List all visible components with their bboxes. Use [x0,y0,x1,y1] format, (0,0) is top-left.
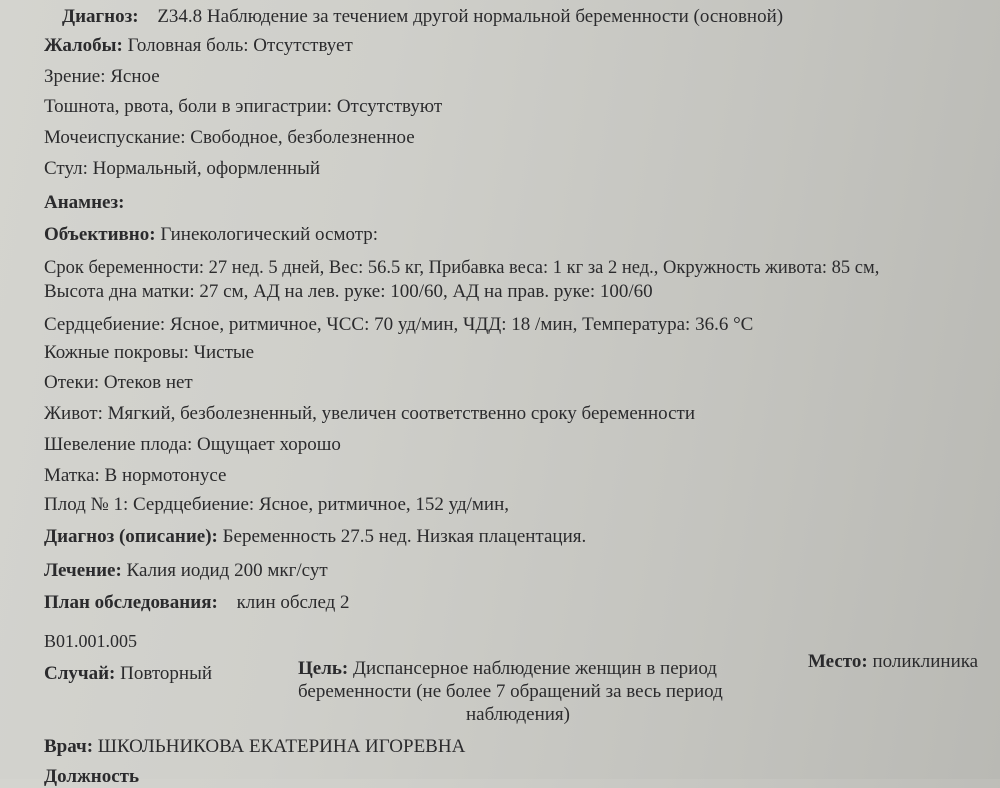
exam-plan-label: План обследования: [44,592,218,613]
diagnosis-text: Наблюдение за течением другой нормальной беременности (основной) [206,6,784,27]
case-label: Случай: [44,663,116,684]
diagnosis-description-line [44,526,586,548]
nausea-line: Тошнота, рвота, боли в эпигастрии: Отсутствуют [44,96,443,117]
objective-label: Объективно: [44,224,156,245]
term-line-2: Высота дна матки: 27 см, АД на лев. руке: 100/60, АД на прав. руке: 100/60 [44,281,653,302]
treatment-text: Калия иодид 200 мкг/сут [126,560,328,581]
diagnosis-label: Диагноз: [62,6,139,27]
place-field [808,651,978,673]
doctor-name: ШКОЛЬНИКОВА ЕКАТЕРИНА ИГОРЕВНА [97,736,466,757]
goal-text-1: Диспансерное наблюдение женщин в период [353,658,717,679]
diagnosis-line [62,6,783,28]
diagnosis-description-text: Беременность 27.5 нед. Низкая плацентация. [222,526,587,547]
goal-line-3: наблюдения) [465,704,570,725]
term-line-1: Срок беременности: 27 нед. 5 дней, Вес: 56.5 кг, Прибавка веса: 1 кг за 2 нед., Окружность живота: 85 см, [44,258,880,278]
urination-line: Мочеиспускание: Свободное, безболезненное [44,127,415,148]
treatment-label: Лечение: [44,560,122,581]
fetal-movement-line: Шевеление плода: Ощущает хорошо [44,434,341,455]
diagnosis-code: Z34.8 [157,6,203,27]
vision-line: Зрение: Ясное [44,66,160,87]
edema-line: Отеки: Отеков нет [44,372,193,393]
heartbeat-line: Сердцебиение: Ясное, ритмичное, ЧСС: 70 уд/мин, ЧДД: 18 /мин, Температура: 36.6 °C [44,314,754,335]
complaints-text: Головная боль: Отсутствует [127,35,353,56]
anamnesis-label: Анамнез: [44,192,125,213]
complaints-line [44,35,353,57]
diagnosis-description-label: Диагноз (описание): [44,526,218,547]
objective-line [44,224,378,246]
doctor-label: Врач: [44,736,94,757]
place-label: Место: [808,651,868,672]
skin-line: Кожные покровы: Чистые [44,342,255,363]
goal-label: Цель: [298,658,349,679]
service-code: B01.001.005 [44,631,138,651]
doctor-field [44,736,465,758]
goal-line-2: беременности (не более 7 обращений за весь период [298,681,723,702]
exam-plan-line [44,592,350,614]
stool-line: Стул: Нормальный, оформленный [44,158,321,179]
treatment-line [44,560,328,582]
case-field [44,663,212,685]
position-label: Должность [44,766,140,787]
uterus-line: Матка: В нормотонусе [44,465,227,486]
goal-field [298,657,738,726]
place-text: поликлиника [872,651,979,672]
abdomen-line: Живот: Мягкий, безболезненный, увеличен соответственно сроку беременности [44,403,696,424]
goal-line-1 [298,657,738,680]
complaints-label: Жалобы: [44,35,123,56]
case-text: Повторный [120,663,212,684]
fetus-line: Плод № 1: Сердцебиение: Ясное, ритмичное, 152 уд/мин, [44,494,509,515]
exam-plan-text: клин обслед 2 [236,592,350,613]
objective-text: Гинекологический осмотр: [160,224,379,245]
